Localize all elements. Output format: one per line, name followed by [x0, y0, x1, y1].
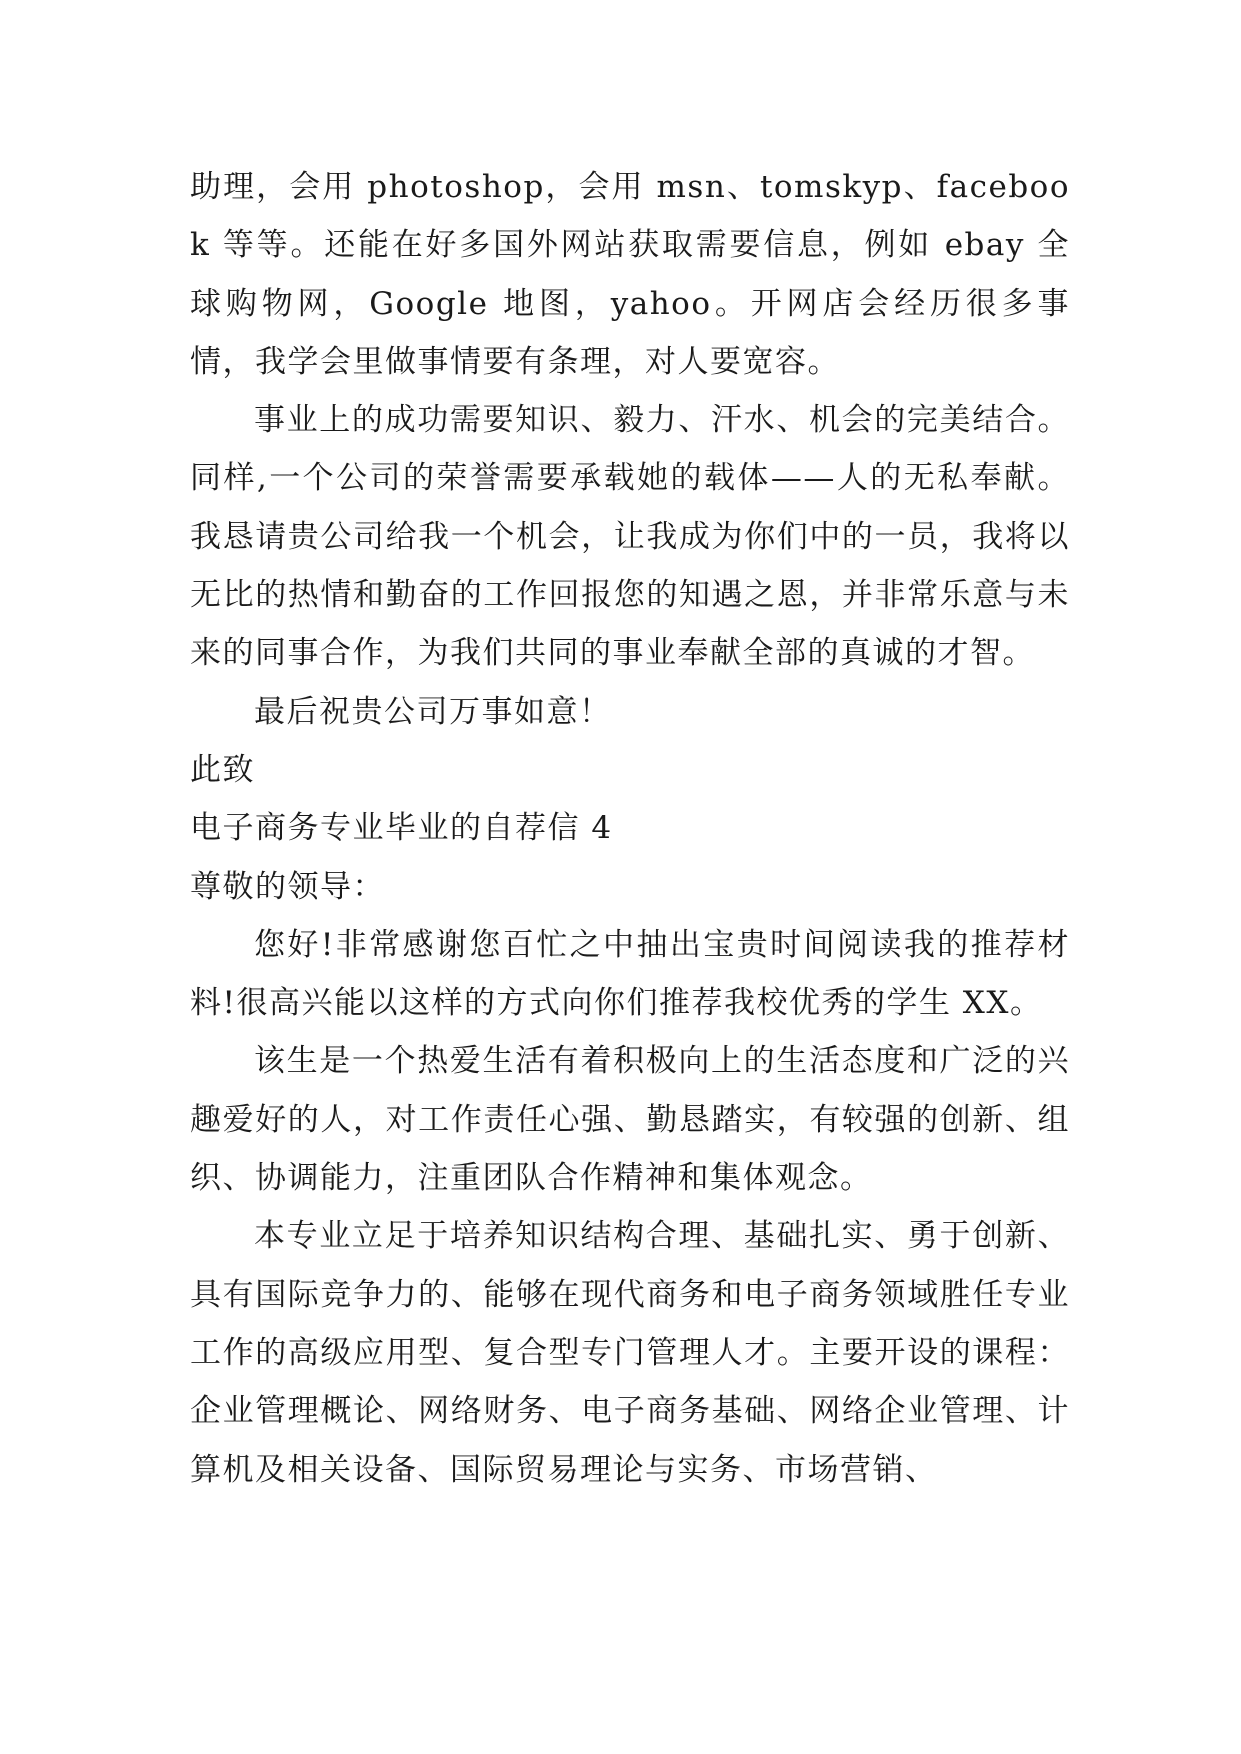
- paragraph-student: 该生是一个热爱生活有着积极向上的生活态度和广泛的兴趣爱好的人，对工作责任心强、勤恳踏实，有较强的创新、组织、协调能力，注重团队合作精神和集体观念。: [190, 1043, 1070, 1197]
- closing-salutation: 此致: [190, 751, 255, 788]
- paragraph-success: 事业上的成功需要知识、毅力、汗水、机会的完美结合。同样,一个公司的荣誉需要承载她的载体——人的无私奉献。我恳请贵公司给我一个机会，让我成为你们中的一员，我将以无比的热情和勤奋的工作回报您的知遇之恩，并非常乐意与未来的同事合作，为我们共同的事业奉献全部的真诚的才智。: [190, 402, 1070, 672]
- section-heading: 电子商务专业毕业的自荐信 4: [190, 810, 613, 847]
- paragraph-intro: 您好!非常感谢您百忙之中抽出宝贵时间阅读我的推荐材料!很高兴能以这样的方式向你们推荐我校优秀的学生 XX。: [190, 926, 1070, 1022]
- greeting: 尊敬的领导：: [190, 868, 385, 905]
- paragraph-skills: 助理，会用 photoshop，会用 msn、tomskyp、facebook 等等。还能在好多国外网站获取需要信息，例如 ebay 全球购物网，Google 地图，yahoo。开网店会经历很多事情，我学会里做事情要有条理，对人要宽容。: [190, 169, 1070, 380]
- paragraph-major: 本专业立足于培养知识结构合理、基础扎实、勇于创新、具有国际竞争力的、能够在现代商务和电子商务领域胜任专业工作的高级应用型、复合型专门管理人才。主要开设的课程：企业管理概论、网络财务、电子商务基础、网络企业管理、计算机及相关设备、国际贸易理论与实务、市场营销、: [190, 1218, 1070, 1488]
- letter-body: [190, 158, 1070, 1499]
- paragraph-wishes: 最后祝贵公司万事如意！: [254, 693, 612, 730]
